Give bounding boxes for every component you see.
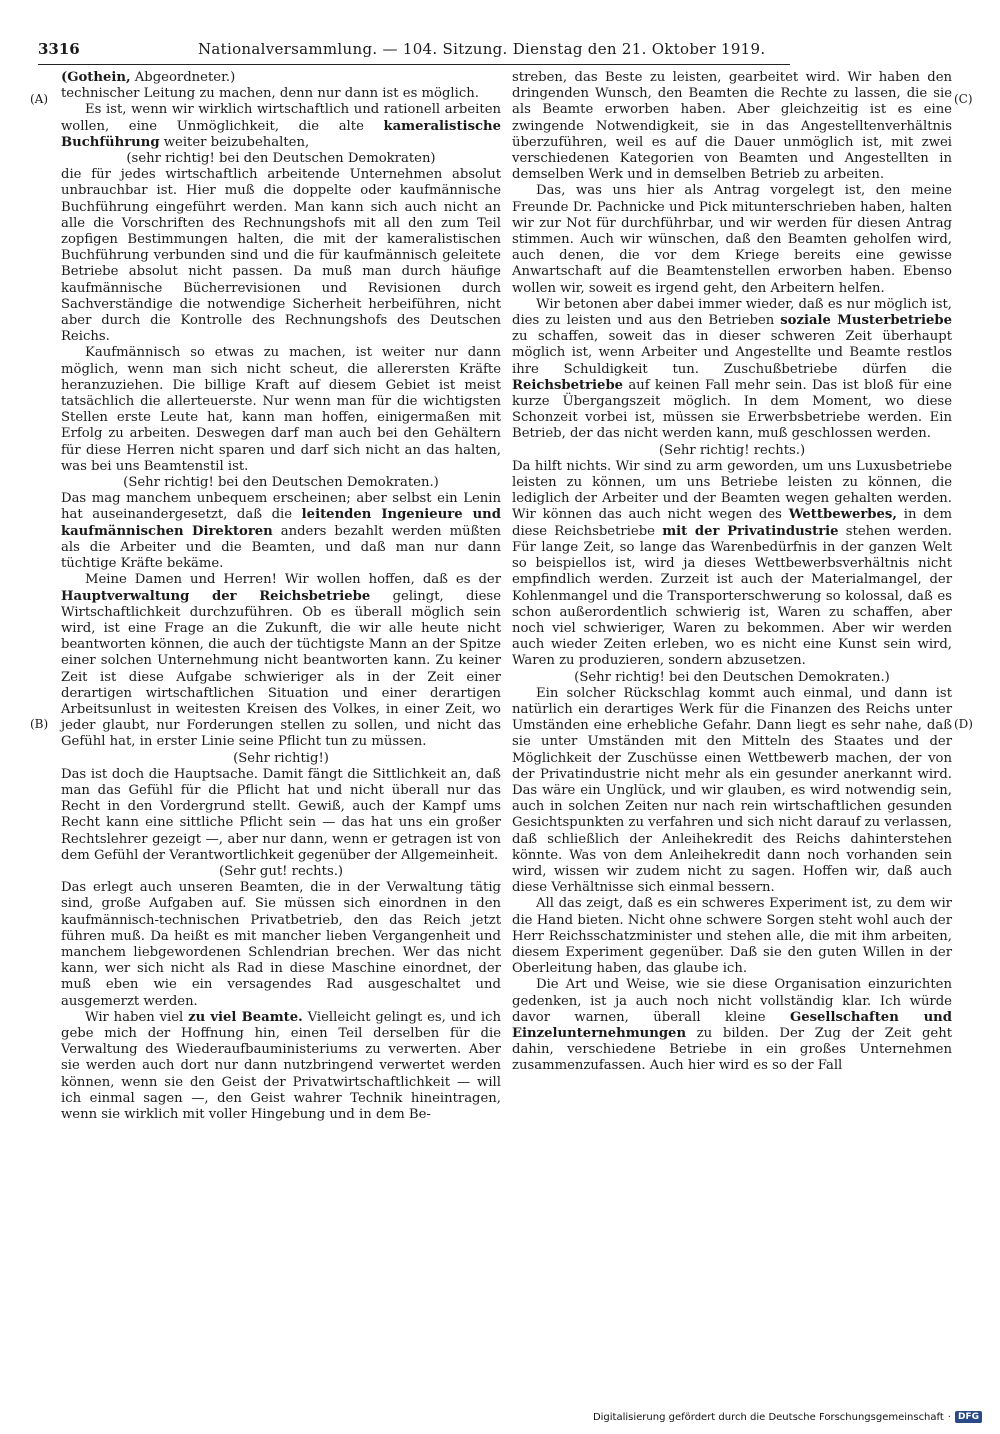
margin-marker-a: (A) xyxy=(30,92,49,106)
paragraph: Meine Damen und Herren! Wir wollen hoffen, daß es der Hauptverwaltung der Reichsbetriebe gelingt, diese Wirtschaftlichkeit durchzuführen. Ob es überall möglich sein wird, ist eine Frage an die Zukunft, die wir alle heute nicht beantworten können, die auch der tüchtigste Mann an der Spitze einer solchen Unternehmung nicht beantworten kann. Zu keiner Zeit ist diese Aufgabe schwieriger als in der Zeit einer derartigen wirtschaftlichen Situation und einer derartigen Arbeitsunlust in weitesten Kreisen des Volkes, in einer Zeit, wo jeder glaubt, nur Forderungen stellen zu sollen, und nicht das Gefühl hat, in erster Linie seine Pflicht tun zu müssen. xyxy=(61,572,502,750)
paragraph: Das erlegt auch unseren Beamten, die in der Verwaltung tätig sind, große Aufgaben auf. Sie müssen sich einordnen in den kaufmännisch-technischen Privatbetrieb, den das Reich jetzt führen muß. Da heißt es mit mancher lieben Vergangenheit und manchem liebgewordenen Schlendrian brechen. Wer das nicht kann, wer sich nicht als Rad in diese Maschine einordnet, der muß eben wie ein versagendes Rad ausgeschaltet und ausgemerzt werden. xyxy=(61,880,501,1009)
emphasis: mit der Privatindustrie xyxy=(662,523,839,539)
paragraph: Das ist doch die Hauptsache. Damit fängt die Sittlichkeit an, daß man das Gefühl für die Pflicht hat und nicht überall nur das Recht in den Vordergrund stellt. Gewiß, auch der Kampf ums Recht kann eine sittliche Pflicht sein — das hat uns ein großer Rechtslehrer gezeigt —, aber nur dann, wenn er getragen ist von dem Gefühl der Verantwortlichkeit gegenüber der Allgemeinheit. xyxy=(61,766,501,863)
paragraph: technischer Leitung zu machen, denn nur dann ist es möglich. xyxy=(61,86,479,102)
paragraph: Das mag manchem unbequem erscheinen; aber selbst ein Lenin hat auseinandergesetzt, daß die leitenden Ingenieure und kaufmännischen Direktoren anders bezahlt werden müßten als die Arbeiter und die Beamten, und daß man nur dann tüchtige Kräfte bekäme. xyxy=(61,491,501,572)
margin-marker-c: (C) xyxy=(954,92,973,106)
footer-text: Digitalisierung gefördert durch die Deutsche Forschungsgemeinschaft xyxy=(592,1411,944,1423)
paragraph: Wir haben viel zu viel Beamte. Vielleicht gelingt es, und ich gebe mich der Hoffnung hin, einen Teil derselben für die Verwaltung des Wiederaufbauministeriums zu verwerten. Aber sie werden auch dort nur dann nutzbringend verwertet werden können, wenn sie den Geist der Privatwirtschaftlichkeit — will ich einmal sagen —, den Geist wahrer Technik hineintragen, wenn sie wirklich mit voller Hingebung und in dem Be- xyxy=(61,1009,501,1122)
paragraph: Das, was uns hier als Antrag vorgelegt ist, den meine Freunde Dr. Pachnicke und Pick mitunterschrieben haben, halten wir zur Not für durchführbar, und wir werden für diesen Antrag stimmen. Auch wir wünschen, daß den Beamten geholfen wird, auch denen, die vor dem Kriege bereits eine gewisse Anwartschaft auf die Beamtenstellen erworben haben. Ebenso wollen wir, soweit es irgend geht, den Arbeitern helfen. xyxy=(512,183,952,296)
emphasis: leitenden Ingenieure und kaufmännischen Direktoren xyxy=(61,507,501,539)
paragraph: Kaufmännisch so etwas zu machen, ist weiter nur dann möglich, wenn man sich nicht scheut, die allerersten Kräfte heranzuziehen. Die billige Kraft auf diesem Gebiet ist meist tatsächlich die allerteuerste. Nur wenn man für die wichtigsten Stellen erste Leute hat, kann man hoffen, einigermaßen mit Erfolg zu arbeiten. Deswegen darf man auch bei den Gehältern für diese Herren nicht sparen und darf sich nicht an das halten, was bei uns Beamtenstil ist. xyxy=(61,345,501,474)
footer-separator: · xyxy=(947,1411,951,1423)
paragraph: Die Art und Weise, wie sie diese Organisation einzurichten gedenken, ist ja auch noch nicht vollständig klar. Ich würde davor warnen, überall kleine Gesellschaften und Einzelunternehmungen zu bilden. Der Zug der Zeit geht dahin, verschiedene Betriebe in ein großes Unternehmen zusammenzufassen. Auch hier wird es so der Fall xyxy=(512,977,952,1074)
paragraph: Ein solcher Rückschlag kommt auch einmal, und dann ist natürlich ein derartiges Werk für die Finanzen des Reichs unter Umständen eine erhebliche Gefahr. Dann liegt es sehr nahe, daß sie unter Umständen mit den Mitteln des Staates und der Möglichkeit der Zuschüsse einen Wettbewerb machen, der von der Privatindustrie nicht mehr als ein gesunder anerkannt wird. Das wäre ein Unglück, und wir glauben, es wird notwendig sein, auch in solchen Zeiten nur nach rein wirtschaftlichen gesunden Gesichtspunkten zu verfahren und sich nicht darauf zu verlassen, daß schließlich der Anleihekredit des Reichs dahinterstehen könnte. Was von dem Anleihekredit dann noch vorhanden sein wird, wissen wir zudem nicht zu sagen. Hoffen wir, daß auch diese Verhältnisse sich einmal bessern. xyxy=(512,685,952,896)
left-column xyxy=(61,70,501,1123)
speaker-name: (Gothein, xyxy=(61,70,131,85)
interjection: (Sehr gut! rechts.) xyxy=(218,863,344,879)
emphasis: Wettbewerbes, xyxy=(788,507,897,523)
emphasis: soziale Musterbetriebe xyxy=(780,313,952,329)
paragraph: die für jedes wirtschaftlich arbeitende Unternehmen absolut unbrauchbar ist. Hier muß die doppelte oder kaufmännische Buchführung eingeführt werden. Man kann sich auch nicht an alle die Vorschriften des Rechnungshofs mit all den zum Teil zopfigen Bestimmungen halten, die mit der kameralistischen Buchführung verbunden sind und die für kaufmännisch geleitete Betriebe absolut nicht passen. Da muß man durch häufige kaufmännische Bücherrevisionen und Revisionen durch Sachverständige die notwendige Sicherheit herbeiführen, nicht aber durch die Kontrolle des Rechnungshofs des Deutschen Reichs. xyxy=(61,167,501,345)
interjection: (Sehr richtig! bei den Deutschen Demokraten.) xyxy=(574,669,890,685)
page-header xyxy=(38,38,790,65)
page-number: 3316 xyxy=(38,40,80,58)
right-column xyxy=(512,70,952,1075)
paragraph: All das zeigt, daß es ein schweres Experiment ist, zu dem wir die Hand bieten. Nicht ohne schwere Sorgen steht wohl auch der Herr Reichsschatzminister und stehen alle, die mit ihm arbeiten, diesem Experiment gegenüber. Daß sie den guten Willen in der Oberleitung haben, das glaube ich. xyxy=(512,896,952,977)
speaker-role: Abgeordneter.) xyxy=(134,70,236,85)
interjection: (sehr richtig! bei den Deutschen Demokraten) xyxy=(126,151,436,167)
interjection: (Sehr richtig! rechts.) xyxy=(658,442,806,458)
speaker-line xyxy=(61,70,501,86)
margin-marker-b: (B) xyxy=(30,717,49,731)
emphasis: zu viel Beamte. xyxy=(188,1009,303,1025)
digitization-footer xyxy=(593,1409,982,1425)
interjection: (Sehr richtig!) xyxy=(233,750,329,766)
paragraph: streben, das Beste zu leisten, gearbeitet wird. Wir haben den dringenden Wunsch, den Beamten die Rechte zu lassen, die sie als Beamte erworben haben. Aber gleichzeitig ist es eine zwingende Notwendigkeit, sie in das Angestelltenverhältnis überzuführen, weil es auf die Dauer unmöglich ist, mit zwei verschiedenen Kategorien von Beamten und Angestellten in demselben Werk und in demselben Betrieb zu arbeiten. xyxy=(512,70,952,183)
dfg-logo-icon: DFG xyxy=(955,1411,982,1423)
emphasis: Hauptverwaltung der Reichsbetriebe xyxy=(61,588,371,604)
paragraph: Da hilft nichts. Wir sind zu arm geworden, um uns Luxusbetriebe leisten zu können, um uns Betriebe leisten zu können, die lediglich der Arbeiter und der Beamten wegen gehalten werden. Wir können das auch nicht wegen des Wettbewerbes, in dem diese Reichsbetriebe mit der Privatindustrie stehen werden. Für lange Zeit, so lange das Warenbedürfnis in der ganzen Welt so beispiellos ist, wird ja dieses Wettbewerbsverhältnis nicht empfindlich werden. Zurzeit ist auch der Materialmangel, der Kohlenmangel und die Transporterschwerung so kolossal, daß es schon außerordentlich schwierig ist, Waren zu schaffen, aber noch viel schwieriger, Waren zu bekommen. Aber wir werden auch wieder Zeiten erleben, wo es nicht eine Kunst sein wird, Waren zu produzieren, sondern abzusetzen. xyxy=(512,458,952,669)
interjection: (Sehr richtig! bei den Deutschen Demokraten.) xyxy=(123,475,439,491)
paragraph: Es ist, wenn wir wirklich wirtschaftlich und rationell arbeiten wollen, eine Unmöglichkeit, die alte kameralistische Buchführung weiter beizubehalten, xyxy=(61,102,501,150)
margin-marker-d: (D) xyxy=(954,717,973,731)
emphasis: Reichsbetriebe xyxy=(512,377,624,393)
emphasis: Gesellschaften und Einzelunternehmungen xyxy=(512,1009,952,1041)
running-title: Nationalversammlung. — 104. Sitzung. Dienstag den 21. Oktober 1919. xyxy=(198,40,766,58)
paragraph: Wir betonen aber dabei immer wieder, daß es nur möglich ist, dies zu leisten und aus den Betrieben soziale Musterbetriebe zu schaffen, soweit das in dieser schweren Zeit überhaupt möglich ist, wenn Arbeiter und Angestellte und Beamte restlos ihre Schuldigkeit tun. Zuschußbetriebe dürfen die Reichsbetriebe auf keinen Fall mehr sein. Das ist bloß für eine kurze Übergangszeit möglich. In dem Moment, wo diese Schonzeit vorbei ist, müssen sie Erwerbsbetriebe werden. Ein Betrieb, der das nicht werden kann, muß geschlossen werden. xyxy=(512,296,952,442)
emphasis: kameralistische Buchführung xyxy=(61,118,501,150)
